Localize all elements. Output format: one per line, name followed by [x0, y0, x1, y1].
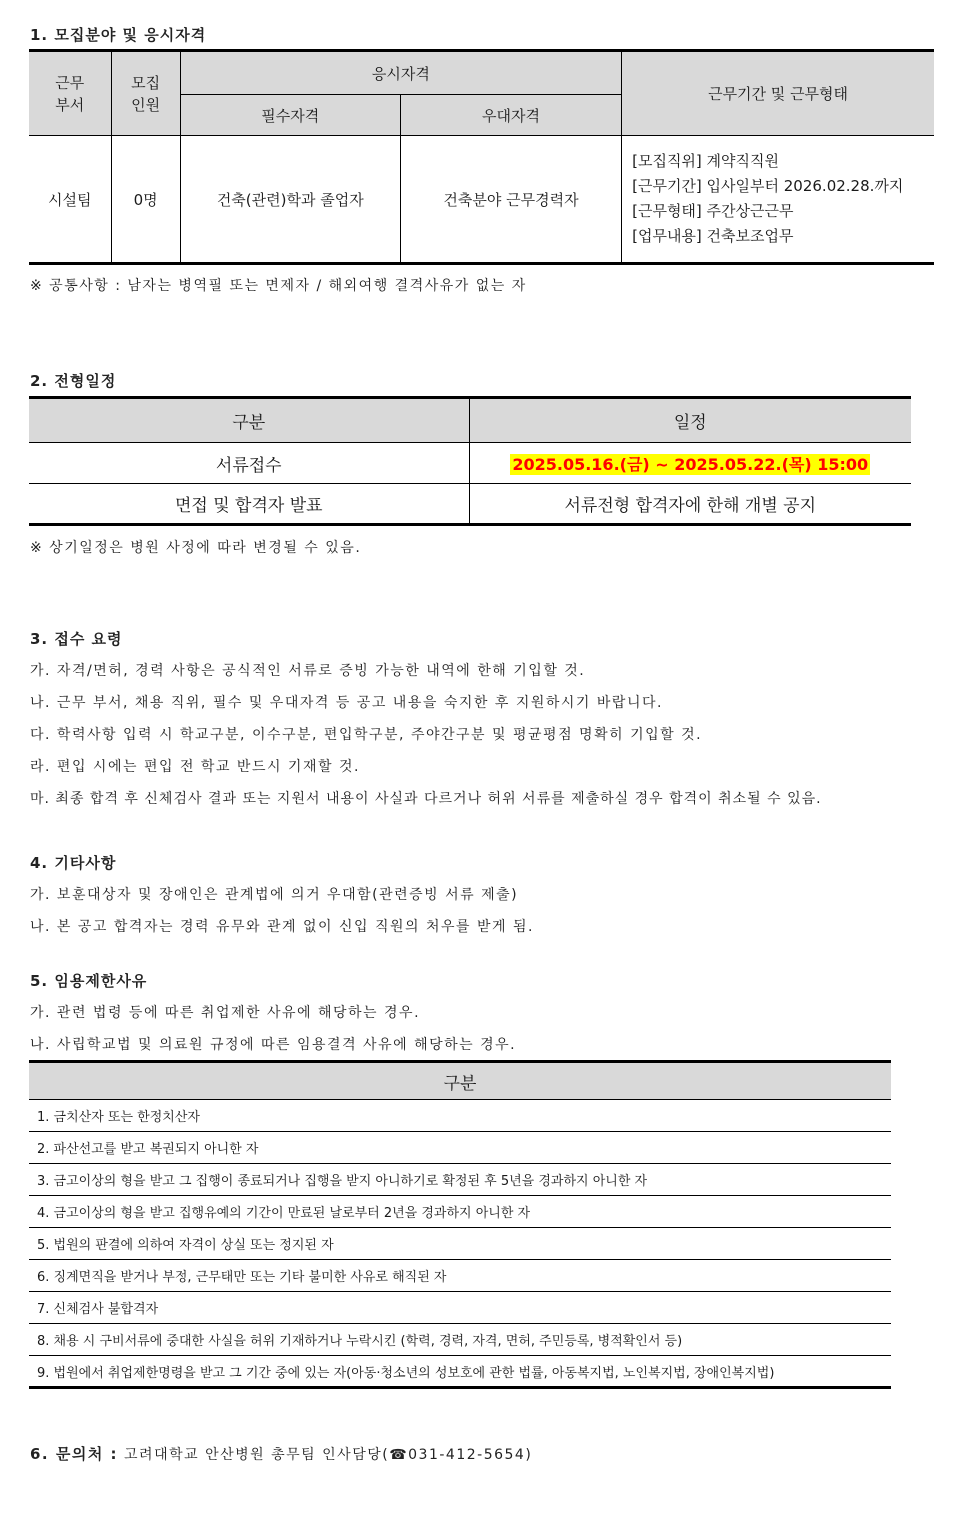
schedule-row-label: 서류접수	[29, 443, 469, 484]
table-row: 2. 파산선고를 받고 복권되지 아니한 자	[29, 1132, 891, 1164]
info-position: [모집직위] 계약직직원	[632, 152, 779, 170]
section-1-note: ※ 공통사항 : 남자는 병역필 또는 면제자 / 해외여행 결격사유가 없는 자	[30, 278, 527, 294]
table-row: 8. 채용 시 구비서류에 중대한 사실을 허위 기재하거나 누락시킨 (학력, 경력, 자격, 면허, 주민등록, 병적확인서 등)	[29, 1324, 891, 1356]
section-4-title: 4. 기타사항	[30, 854, 117, 872]
list-item: 마. 최종 합격 후 신체검사 결과 또는 지원서 내용이 사실과 다르거나 허위 서류를 제출하실 경우 합격이 취소될 수 있음.	[30, 791, 822, 807]
schedule-table	[29, 396, 911, 526]
recruitment-table	[29, 49, 934, 265]
schedule-row-label: 면접 및 합격자 발표	[29, 484, 469, 525]
contact-info: 고려대학교 안산병원 총무팀 인사담당(☎031-412-5654)	[124, 1447, 533, 1463]
section-2-note: ※ 상기일정은 병원 사정에 따라 변경될 수 있음.	[30, 540, 362, 556]
schedule-row-value	[469, 443, 911, 484]
header-qualification: 응시자격	[180, 51, 621, 95]
restriction-header: 구분	[29, 1062, 891, 1100]
table-row: 7. 신체검사 불합격자	[29, 1292, 891, 1324]
table-row: 9. 법원에서 취업제한명령을 받고 그 기간 중에 있는 자(아동·청소년의 성보호에 관한 법률, 아동복지법, 노인복지법, 장애인복지법)	[37, 1365, 775, 1381]
table-row: 3. 금고이상의 형을 받고 그 집행이 종료되거나 집행을 받지 아니하기로 확정된 후 5년을 경과하지 아니한 자	[29, 1164, 891, 1196]
cell-preferred: 건축분야 근무경력자	[400, 136, 621, 264]
list-item: 가. 보훈대상자 및 장애인은 관계법에 의거 우대함(관련증빙 서류 제출)	[30, 887, 519, 903]
table-row: 4. 금고이상의 형을 받고 집행유예의 기간이 만료된 날로부터 2년을 경과하지 아니한 자	[29, 1196, 891, 1228]
section-1-title: 1. 모집분야 및 응시자격	[30, 26, 207, 44]
cell-count: 0명	[111, 136, 180, 264]
header-count: 모집 인원	[111, 51, 180, 136]
list-item: 라. 편입 시에는 편입 전 학교 반드시 기재할 것.	[30, 759, 360, 775]
schedule-row-value: 서류전형 합격자에 한해 개별 공지	[469, 484, 911, 525]
schedule-header-category: 구분	[29, 398, 469, 443]
list-item: 나. 사립학교법 및 의료원 규정에 따른 임용결격 사유에 해당하는 경우.	[30, 1037, 517, 1053]
cell-required: 건축(관련)학과 졸업자	[180, 136, 400, 264]
cell-term-info	[622, 136, 934, 264]
list-item: 나. 본 공고 합격자는 경력 유무와 관계 없이 신입 직원의 처우를 받게 됨.	[30, 919, 534, 935]
list-item: 가. 관련 법령 등에 따른 취업제한 사유에 해당하는 경우.	[30, 1005, 421, 1021]
section-5-title: 5. 임용제한사유	[30, 972, 148, 990]
header-dept: 근무 부서	[29, 51, 111, 136]
restriction-table	[29, 1060, 891, 1389]
info-duty: [업무내용] 건축보조업무	[632, 227, 794, 245]
table-row: 5. 법원의 판결에 의하여 자격이 상실 또는 정지된 자	[29, 1228, 891, 1260]
section-3-title: 3. 접수 요령	[30, 630, 123, 648]
cell-dept: 시설팀	[29, 136, 111, 264]
highlighted-date: 2025.05.16.(금) ~ 2025.05.22.(목) 15:00	[512, 454, 869, 474]
list-item: 나. 근무 부서, 채용 직위, 필수 및 우대자격 등 공고 내용을 숙지한 후 지원하시기 바랍니다.	[30, 695, 663, 711]
section-6-title: 6. 문의처 :	[30, 1445, 119, 1463]
list-item: 가. 자격/면허, 경력 사항은 공식적인 서류로 증빙 가능한 내역에 한해 기입할 것.	[30, 663, 586, 679]
list-item: 다. 학력사항 입력 시 학교구분, 이수구분, 편입학구분, 주야간구분 및 평균평점 명확히 기입할 것.	[30, 727, 703, 743]
header-preferred: 우대자격	[400, 95, 621, 136]
header-term: 근무기간 및 근무형태	[622, 51, 934, 136]
header-required: 필수자격	[180, 95, 400, 136]
table-row: 1. 금치산자 또는 한정치산자	[29, 1100, 891, 1132]
contact-line	[30, 1443, 532, 1464]
info-type: [근무형태] 주간상근근무	[632, 202, 794, 220]
section-2-title: 2. 전형일정	[30, 372, 117, 390]
table-row: 6. 징계면직을 받거나 부정, 근무태만 또는 기타 불미한 사유로 해직된 자	[29, 1260, 891, 1292]
schedule-header-date: 일정	[469, 398, 911, 443]
info-period: [근무기간] 입사일부터 2026.02.28.까지	[632, 177, 904, 195]
